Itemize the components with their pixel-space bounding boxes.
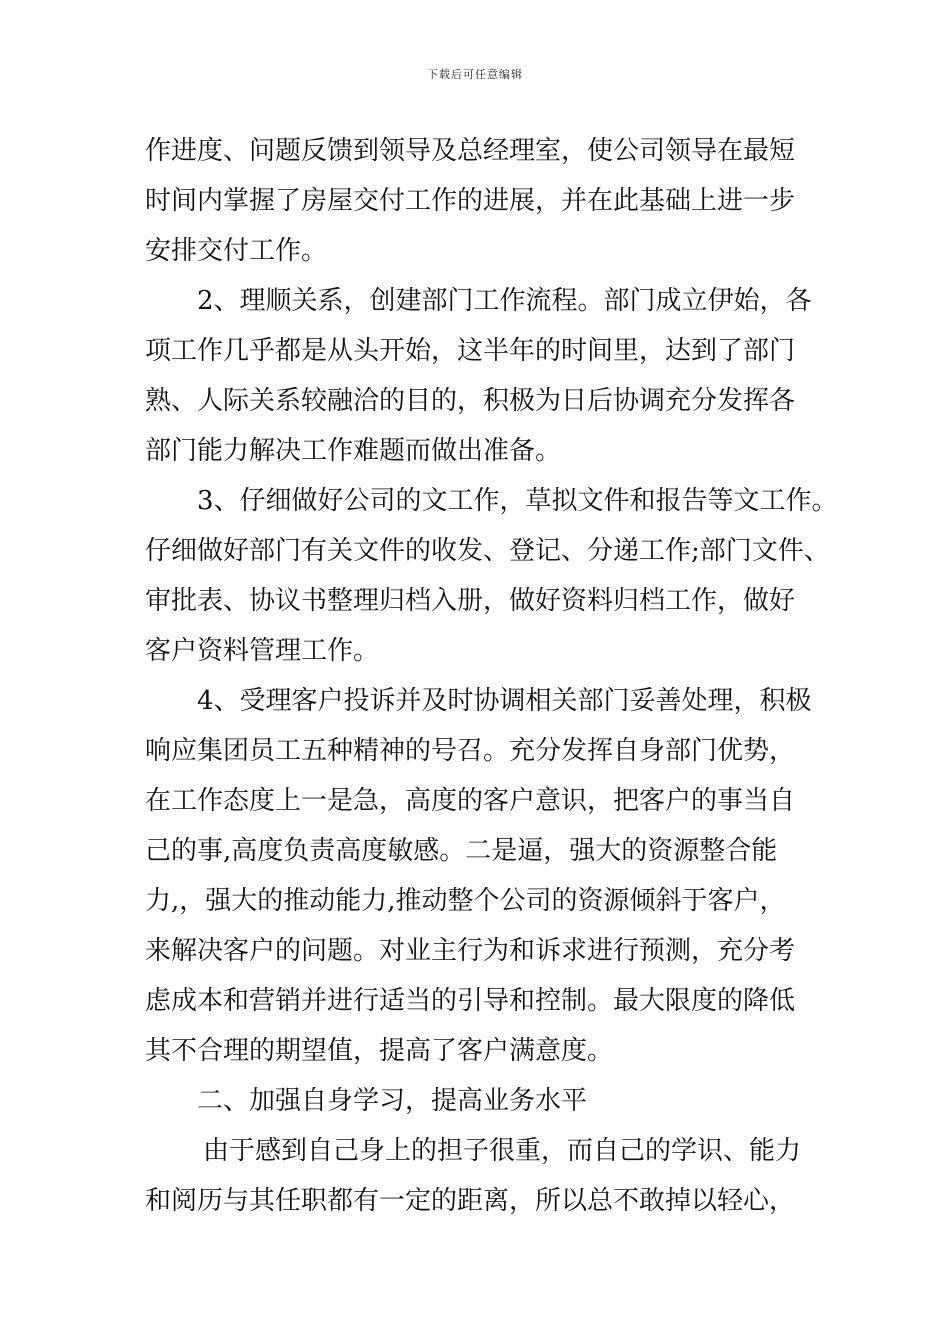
text-line: 在工作态度上一是急，高度的客户意识，把客户的事当自: [145, 786, 796, 816]
text-line: 客户资料管理工作。: [145, 636, 380, 666]
text-line: 其不合理的期望值，提高了客户满意度。: [145, 1036, 614, 1066]
text-line: 来解决客户的问题。对业主行为和诉求进行预测，充分考: [145, 936, 796, 966]
text-line: 2、理顺关系，创建部门工作流程。部门成立伊始，各: [197, 286, 812, 316]
text-line: 作进度、问题反馈到领导及总经理室，使公司领导在最短: [145, 136, 796, 166]
text-line: 3、仔细做好公司的文工作，草拟文件和报告等文工作。: [197, 486, 838, 516]
text-line: 时间内掌握了房屋交付工作的进展，并在此基础上进一步: [145, 186, 796, 216]
section-heading: 二、加强自身学习，提高业务水平: [197, 1086, 588, 1116]
text-line: 和阅历与其任职都有一定的距离，所以总不敢掉以轻心，: [145, 1186, 796, 1216]
text-line: 仔细做好部门有关文件的收发、登记、分递工作;部门文件、: [145, 536, 830, 566]
text-line: 力,，强大的推动能力,推动整个公司的资源倾斜于客户，: [145, 886, 786, 916]
text-line: 部门能力解决工作难题而做出准备。: [145, 436, 562, 466]
text-line: 审批表、协议书整理归档入册，做好资料归档工作，做好: [145, 586, 796, 616]
page-header: 下载后可任意编辑: [427, 68, 523, 81]
text-line: 项工作几乎都是从头开始，这半年的时间里，达到了部门: [145, 336, 796, 366]
text-line: 安排交付工作。: [145, 236, 328, 266]
text-line: 己的事,高度负责高度敏感。二是逼，强大的资源整合能: [145, 836, 778, 866]
text-line: 响应集团员工五种精神的号召。充分发挥自身部门优势，: [145, 736, 796, 766]
text-line: 熟、人际关系较融洽的目的，积极为日后协调充分发挥各: [145, 386, 796, 416]
document-body: [145, 126, 838, 1226]
text-line: 由于感到自己身上的担子很重，而自己的学识、能力: [203, 1136, 802, 1166]
text-line: 虑成本和营销并进行适当的引导和控制。最大限度的降低: [145, 986, 796, 1016]
text-line: 4、受理客户投诉并及时协调相关部门妥善处理，积极: [197, 686, 812, 716]
